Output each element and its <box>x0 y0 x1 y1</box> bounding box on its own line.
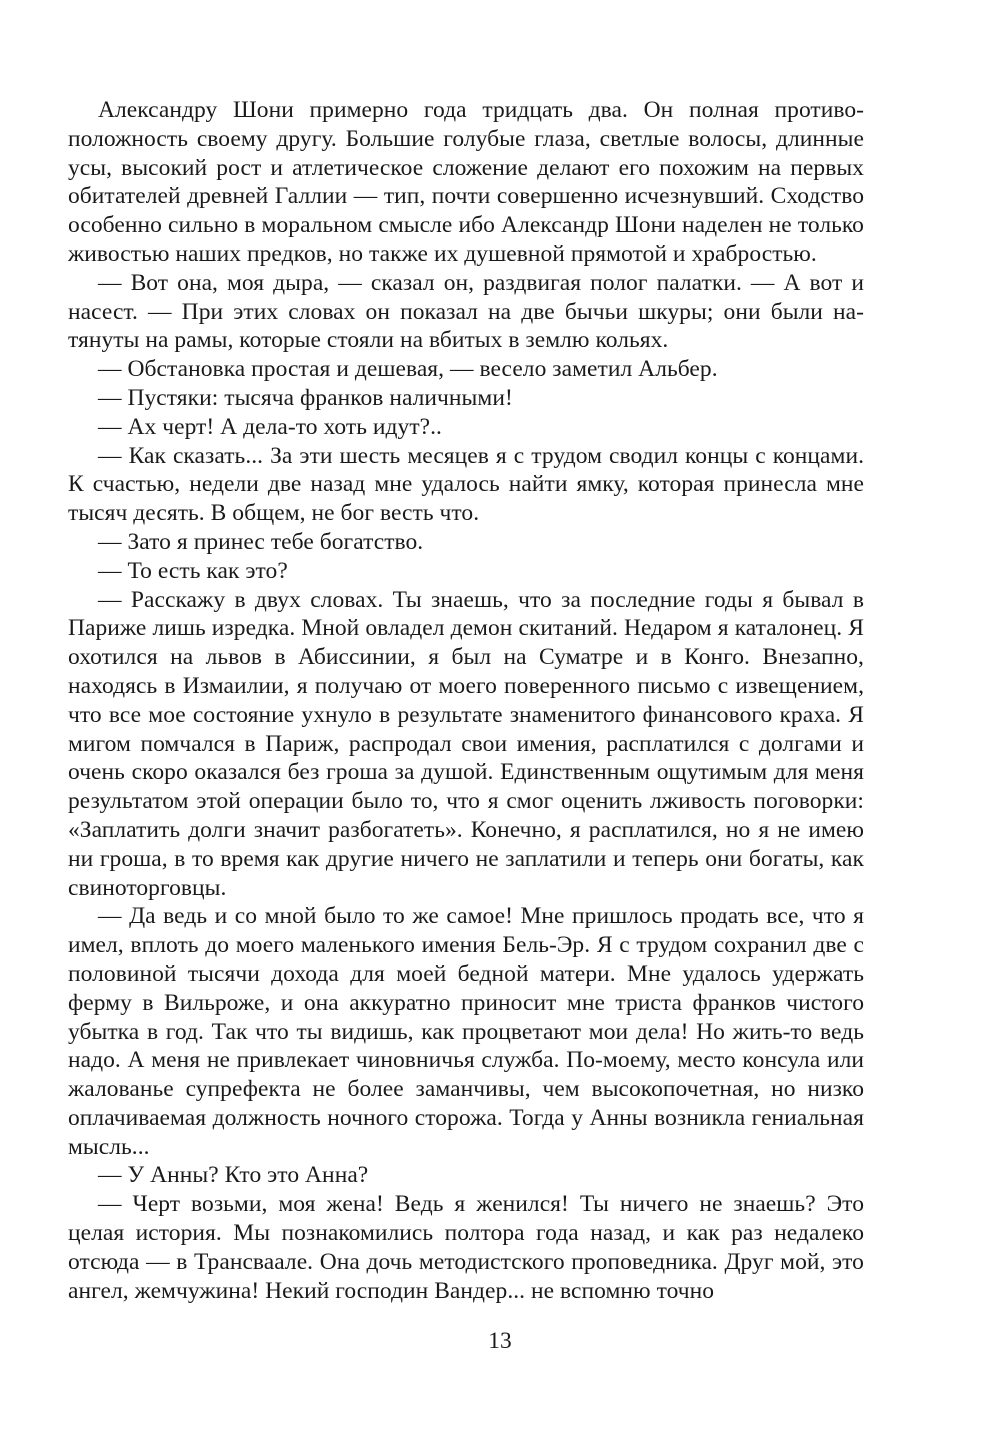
book-page-text <box>68 96 864 1356</box>
paragraph-2: — Вот она, моя дыра, — сказал он, раздвигая полог палатки. — А вот и насест. — При этих словах он показал на две бычьи шкуры; они были натянуты на рамы, которые стояли на вбитых в землю кольях. <box>68 269 864 354</box>
paragraph-11: — У Анны? Кто это Анна? <box>98 1162 369 1189</box>
paragraph-9: — Расскажу в двух словах. Ты знаешь, что за последние годы я бывал в Париже лишь изредка. Мной овладел демон скитаний. Недаром я каталонец. Я охотился на львов в Абиссинии, я был на Суматре и в Конго. Внезапно, находясь в Измаилии, я получаю от моего поверенного письмо с извещением, что все мое состояние ухнуло в результате знаменитого финансового краха. Я мигом помчался в Париж, распродал свои имения, расплатился с долгами и очень скоро оказался без гроша за душой. Единственным ощутимым для меня результатом этой операции было то, что я смог оценить лживость поговорки: «Заплатить долги значит разбогатеть». Конечно, я расплатился, но я не имею ни гроша, в то время как другие ничего не заплатили и теперь они богаты, как свиноторговцы. <box>68 586 864 901</box>
paragraph-12: — Черт возьми, моя жена! Ведь я женился! Ты ничего не знаешь? Это целая история. Мы познакомились полтора года назад, и как раз недалеко отсюда — в Трансваале. Она дочь методистского проповедника. Друг мой, это ангел, жемчужина! Некий господин Вандер... не вспомню точно <box>68 1191 864 1304</box>
paragraph-6: — Как сказать... За эти шесть месяцев я с трудом сводил концы с концами. К счастью, недели две назад мне удалось найти ямку, которая принесла мне тысяч десять. В общем, не бог весть что. <box>68 442 864 527</box>
paragraph-4: — Пустяки: тысяча франков наличными! <box>98 384 513 411</box>
paragraph-10: — Да ведь и со мной было то же самое! Мне пришлось продать все, что я имел, вплоть до моего маленького имения Бель-Эр. Я с трудом сохранил две с половиной тысячи дохода для моей бедной матери. Мне удалось удержать ферму в Вильроже, и она аккуратно приносит мне триста франков чистого убытка в год. Так что ты видишь, как процветают мои дела! Но жить-то ведь надо. А меня не привлекает чиновничья служба. По-моему, место консула или жалованье супрефекта не более заманчивы, чем высокопочетная, но низко оплачиваемая должность ночного сторожа. Тогда у Анны возникла гениальная мысль... <box>68 903 864 1160</box>
paragraph-7: — Зато я принес тебе богатство. <box>98 528 424 555</box>
paragraph-8: — То есть как это? <box>98 557 288 584</box>
paragraph-5: — Ах черт! А дела-то хоть идут?.. <box>98 413 442 440</box>
page-number: 13 <box>488 1328 512 1354</box>
paragraph-1: Александру Шони примерно года тридцать два. Он полная противоположность своему другу. Большие голубые глаза, светлые волосы, длинные усы, высокий рост и атлетическое сложение делают его похожим на первых обитателей древней Галлии — тип, почти совершенно исчезнувший. Сходство особенно сильно в моральном смысле ибо Александр Шони наделен не только живостью наших предков, но также их душевной прямотой и храбростью. <box>68 97 864 267</box>
paragraph-3: — Обстановка простая и дешевая, — весело заметил Альбер. <box>98 356 718 383</box>
